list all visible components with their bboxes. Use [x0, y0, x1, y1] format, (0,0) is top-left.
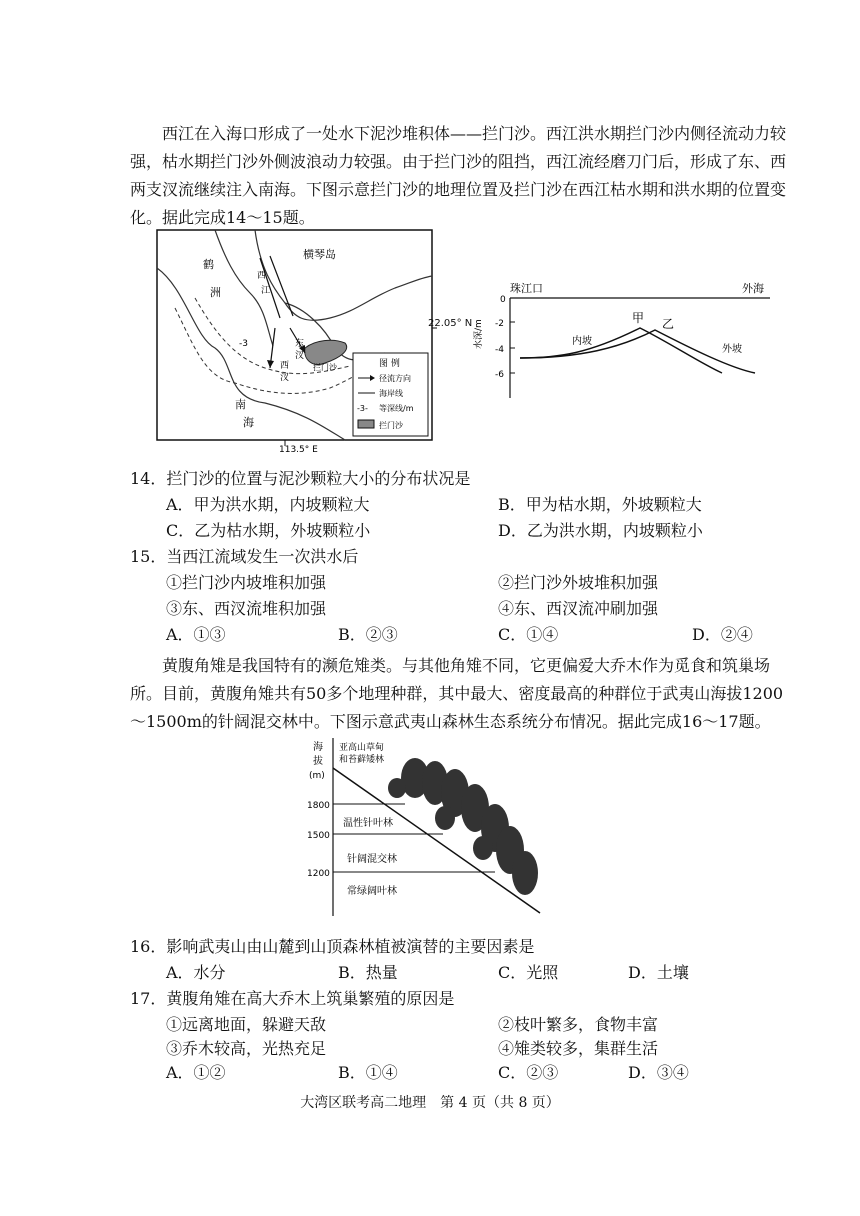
mountain-ylabel-hai: 海: [313, 742, 323, 753]
map-label-xi2: 西: [280, 361, 290, 371]
map-label-hai: 海: [243, 416, 254, 429]
legend-runoff: 径流方向: [379, 374, 411, 383]
q17-option-d[interactable]: D．③④: [628, 1063, 689, 1082]
q17-statement-3: ③乔木较高，光热充足: [166, 1039, 327, 1058]
legend-lanmensha: 拦门沙: [379, 421, 403, 430]
q15-option-b[interactable]: B．②③: [338, 625, 398, 644]
legend-contour: 等深线/m: [379, 404, 414, 413]
map-legend: [353, 353, 428, 436]
legend-coast: 海岸线: [379, 389, 403, 398]
page-footer: 大湾区联考高二地理 第 4 页（共 8 页）: [300, 1095, 560, 1111]
profile-yi: 乙: [662, 317, 675, 331]
estuary-map: [155, 228, 445, 458]
q16-option-d[interactable]: D．土壤: [628, 963, 689, 982]
profile-inner: 内坡: [572, 336, 592, 347]
q16-option-a[interactable]: A．水分: [166, 963, 226, 982]
q17-statement-2: ②枝叶繁多，食物丰富: [498, 1015, 659, 1034]
q17-stem: 17．黄腹角雉在高大乔木上筑巢繁殖的原因是: [130, 989, 455, 1008]
q15-statement-3: ③东、西汊流堆积加强: [166, 599, 327, 618]
map-label-cha: 汊: [295, 351, 305, 361]
map-label-cha2: 汊: [280, 373, 290, 383]
q14-option-b[interactable]: B．甲为枯水期，外坡颗粒大: [498, 495, 702, 514]
profile-right-label: 外海: [742, 282, 764, 295]
profile-tick-0: 0: [500, 295, 506, 305]
q15-option-c[interactable]: C．①④: [498, 625, 559, 644]
map-label-jiang: 江: [261, 286, 271, 296]
q15-statement-2: ②拦门沙外坡堆积加强: [498, 573, 659, 592]
q14-option-a[interactable]: A．甲为洪水期，内坡颗粒大: [166, 495, 370, 514]
mountain-zone-conifer: 温性针叶林: [343, 818, 393, 829]
q16-option-b[interactable]: B．热量: [338, 963, 398, 982]
map-label-hengqin: 横琴岛: [303, 248, 336, 261]
map-label-zhou: 洲: [210, 286, 221, 299]
q16-option-c[interactable]: C．光照: [498, 963, 559, 982]
legend-contour-sym: -3-: [357, 404, 368, 413]
profile-outer: 外坡: [722, 344, 742, 355]
map-label-contour-3: -3: [239, 339, 248, 349]
q15-option-d[interactable]: D．②④: [692, 625, 753, 644]
profile-tick-6: -6: [495, 370, 504, 380]
q17-option-c[interactable]: C．②③: [498, 1063, 559, 1082]
mountain-diagram: [305, 738, 555, 918]
mountain-top-zone-2: 和苔藓矮林: [339, 755, 385, 765]
q15-statement-4: ④东、西汊流冲刷加强: [498, 599, 659, 618]
legend-title: 图 例: [379, 359, 400, 369]
mountain-ylabel-unit: (m): [309, 771, 325, 781]
q17-statement-4: ④雉类较多，集群生活: [498, 1039, 659, 1058]
passage-2: 黄腹角雉是我国特有的濒危雉类。与其他角雉不同，它更偏爱大乔木作为觅食和筑巢场所。目前，黄腹角雉共有50多个地理种群，其中最大、密度最高的种群位于武夷山海拔1200～1500m的针阔混交林中。下图示意武夷山森林生态系统分布情况。据此完成16～17题。: [130, 656, 784, 731]
tree-illustration: [388, 758, 538, 895]
q15-option-a[interactable]: A．①③: [166, 625, 226, 644]
map-label-nan: 南: [235, 398, 246, 411]
q14-stem: 14．拦门沙的位置与泥沙颗粒大小的分布状况是: [130, 469, 471, 488]
q16-stem: 16．影响武夷山由山麓到山顶森林植被演替的主要因素是: [130, 937, 535, 956]
q15-statement-1: ①拦门沙内坡堆积加强: [166, 573, 327, 592]
profile-tick-4: -4: [495, 345, 504, 355]
mountain-tick-1200: 1200: [307, 869, 330, 879]
mountain-ylabel-ba: 拔: [313, 756, 323, 767]
map-lon: 113.5° E: [279, 445, 318, 455]
mountain-tick-1800: 1800: [307, 801, 330, 811]
map-label-dong: 东: [295, 339, 305, 349]
map-lat: 22.05° N: [428, 318, 473, 329]
mountain-zone-mixed: 针阔混交林: [347, 854, 397, 865]
q15-stem: 15．当西江流域发生一次洪水后: [130, 547, 359, 566]
q17-statement-1: ①远离地面，躲避天敌: [166, 1015, 327, 1034]
mountain-zone-evergreen: 常绿阔叶林: [347, 886, 397, 897]
q17-option-a[interactable]: A．①②: [166, 1063, 226, 1082]
profile-jia: 甲: [632, 311, 645, 325]
profile-ylabel: 水深/m: [474, 319, 484, 349]
q14-option-c[interactable]: C．乙为枯水期，外坡颗粒小: [166, 521, 371, 540]
passage-1: 西江在入海口形成了一处水下泥沙堆积体——拦门沙。西江洪水期拦门沙内侧径流动力较强，枯水期拦门沙外侧波浪动力较强。由于拦门沙的阻挡，西江流经磨刀门后，形成了东、西两支汊流继续注入南海。下图示意拦门沙的地理位置及拦门沙在西江枯水期和洪水期的位置变化。据此完成14～15题。: [130, 124, 787, 227]
map-label-lanmensha: 拦门沙: [313, 363, 337, 372]
profile-tick-2: -2: [495, 319, 504, 329]
map-label-xi: 西: [257, 271, 267, 281]
mountain-top-zone-1: 亚高山草甸: [339, 743, 385, 753]
q14-option-d[interactable]: D．乙为洪水期，内坡颗粒小: [498, 521, 703, 540]
map-label-he: 鹤: [203, 258, 214, 271]
mountain-tick-1500: 1500: [307, 831, 330, 841]
profile-diagram: [474, 278, 780, 408]
q17-option-b[interactable]: B．①④: [338, 1063, 398, 1082]
profile-left-label: 珠江口: [510, 282, 543, 295]
